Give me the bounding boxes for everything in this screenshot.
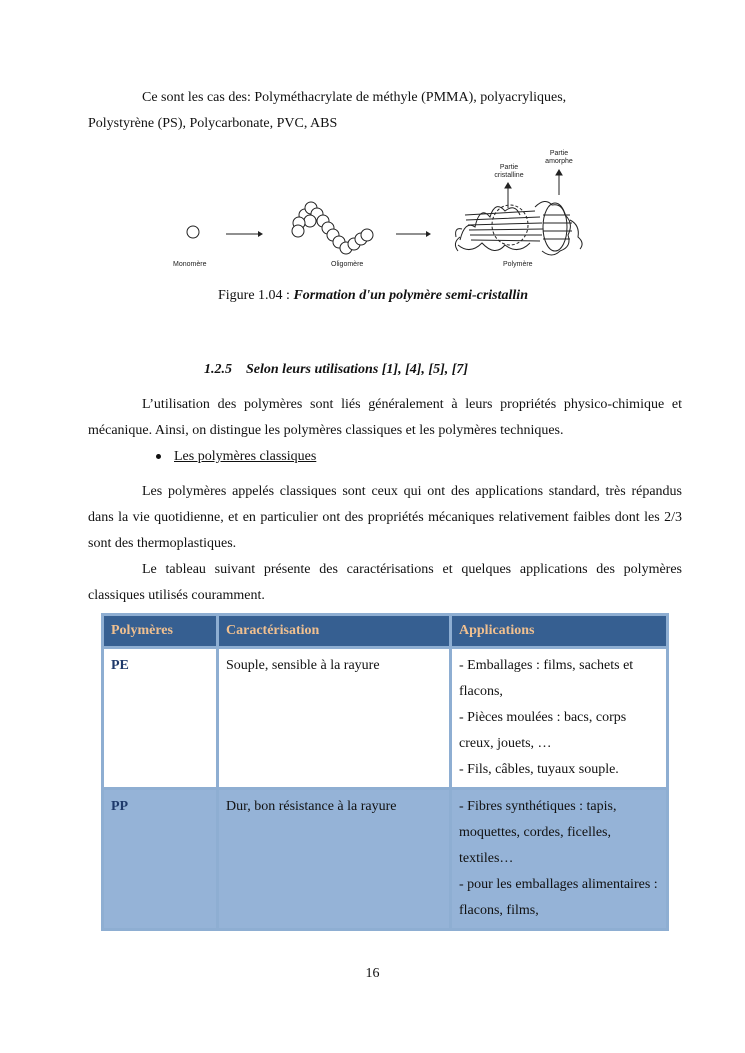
figure-caption (218, 288, 528, 304)
label-oligomere: Oligomère (331, 261, 364, 268)
oligomer-chain (292, 202, 373, 254)
application-line: - pour les emballages alimentaires : flacons, films, (459, 877, 658, 918)
paragraph-tableau: Le tableau suivant présente des caractérisations et quelques applications des polymères classiques utilisés couramment. (88, 562, 682, 603)
table-row (104, 646, 666, 787)
application-line: - Fibres synthétiques : tapis, moquettes, cordes, ficelles, textiles… (459, 799, 617, 866)
polymer-drawing (455, 201, 582, 255)
cell-applications (452, 646, 666, 787)
polymer-formation-figure (160, 145, 600, 275)
section-number: 1.2.5 (204, 362, 232, 377)
bullet-item (156, 448, 316, 466)
label-partie-amorphe-2: amorphe (545, 158, 573, 165)
label-partie-amorphe-1: Partie (549, 150, 569, 157)
cell-polymer-code: PE (104, 646, 219, 787)
monomer-circle (187, 226, 199, 238)
cell-polymer-code: PP (104, 787, 219, 928)
arrow-monomer-to-oligomer (226, 231, 263, 237)
cell-applications (452, 787, 666, 928)
header-caracterisation: Caractérisation (219, 616, 452, 646)
label-monomere: Monomère (173, 261, 207, 268)
label-partie-cristalline-1: Partie (499, 164, 519, 171)
label-polymere: Polymère (503, 261, 533, 268)
page-number: 16 (365, 966, 380, 981)
table-row (104, 787, 666, 928)
section-heading (204, 362, 468, 378)
header-applications: Applications (452, 616, 666, 646)
label-partie-cristalline-2: cristalline (494, 172, 524, 179)
header-polymeres: Polymères (104, 616, 219, 646)
cell-caracterisation: Dur, bon résistance à la rayure (219, 787, 452, 928)
cell-caracterisation: Souple, sensible à la rayure (219, 646, 452, 787)
table-header-row (104, 616, 666, 646)
intro-line-2: Polystyrène (PS), Polycarbonate, PVC, ABS (88, 116, 338, 131)
arrow-oligomer-to-polymer (396, 231, 431, 237)
application-line: - Pièces moulées : bacs, corps creux, jouets, … (459, 710, 627, 751)
application-line: - Fils, câbles, tuyaux souple. (459, 762, 619, 777)
paragraph-utilisation: L’utilisation des polymères sont liés généralement à leurs propriétés physico-chimique et mécanique. Ainsi, on distingue les polymères classiques et les polymères techniques. (88, 397, 682, 438)
paragraph-classiques: Les polymères appelés classiques sont ceux qui ont des applications standard, très répandus dans la vie quotidienne, et en particulier ont des propriétés mécaniques relativement faibles dont les 2/3 sont des thermoplastiques. (88, 484, 682, 551)
section-title: Selon leurs utilisations [1], [4], [5], [7] (246, 362, 469, 377)
figure-caption-title: Formation d'un polymère semi-cristallin (293, 288, 528, 303)
figure-caption-prefix: Figure 1.04 : (218, 288, 294, 303)
intro-paragraph (88, 85, 682, 137)
bullet-dot-icon (156, 454, 161, 459)
polymers-table (101, 613, 669, 931)
bullet-text: Les polymères classiques (174, 449, 317, 464)
intro-line-1: Ce sont les cas des: Polyméthacrylate de méthyle (PMMA), polyacryliques, (142, 90, 567, 105)
application-line: - Emballages : films, sachets et flacons, (459, 658, 634, 699)
